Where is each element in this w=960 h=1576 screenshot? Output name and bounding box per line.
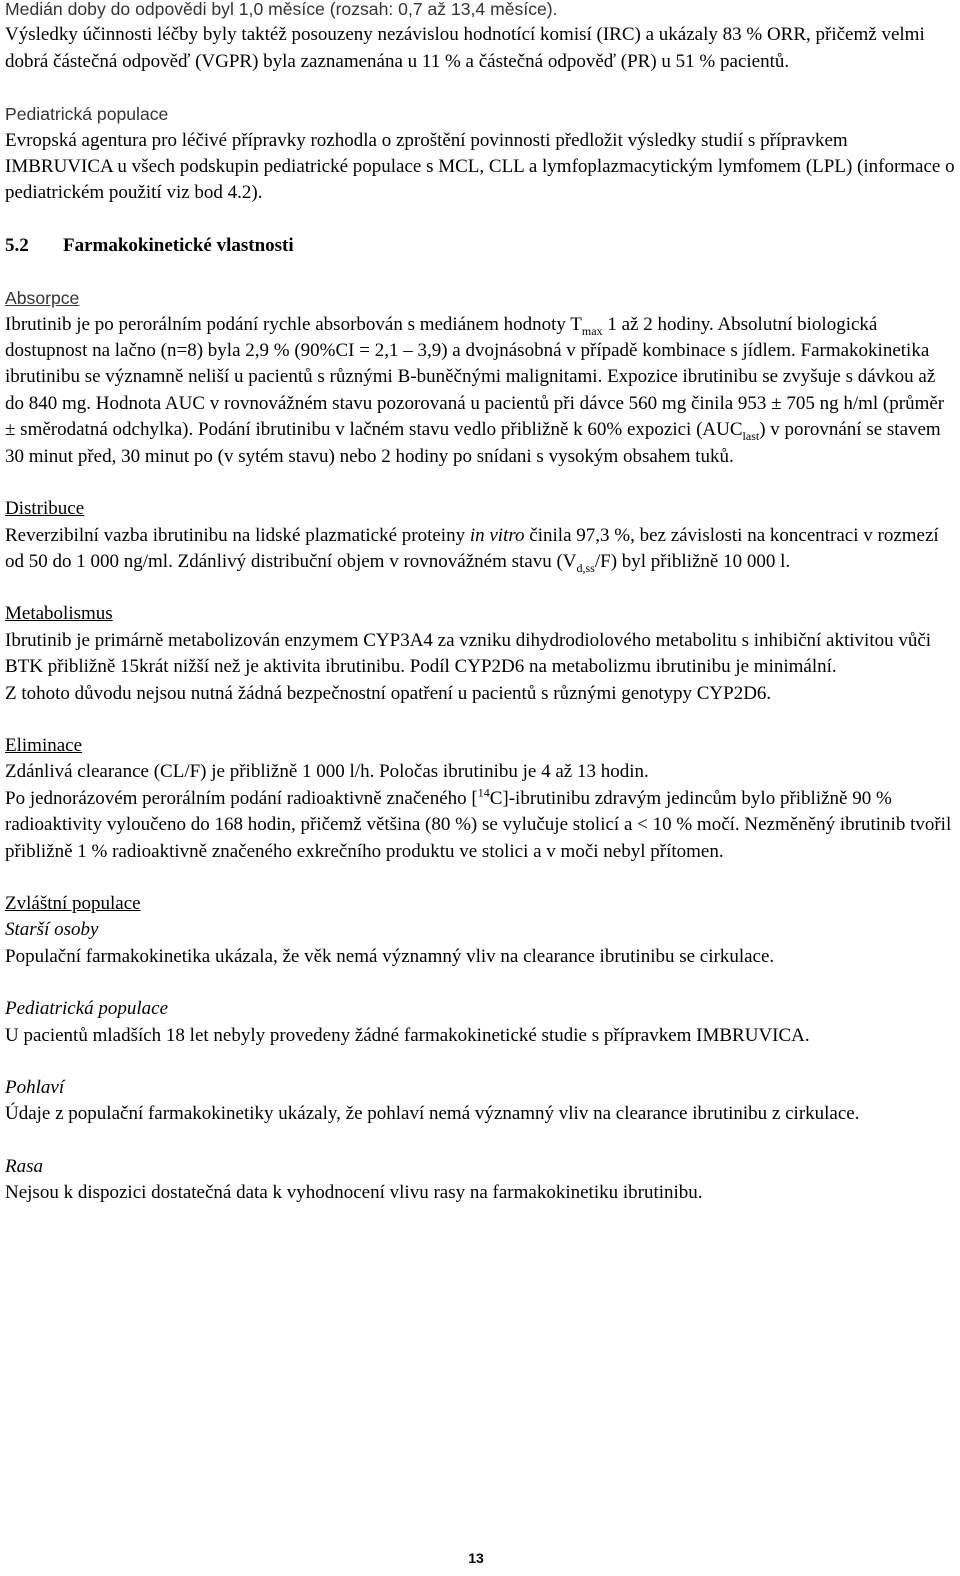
race-text: Nejsou k dispozici dostatečná data k vyhodnocení vlivu rasy na farmakokinetiku ibrutinibu. [5,1182,703,1204]
absorption-heading: Absorpce [5,288,80,309]
elderly-text: Populační farmakokinetika ukázala, že věk nemá významný vliv na clearance ibrutinibu se cirkulace. [5,945,775,967]
gender-block [5,1075,957,1128]
section-heading [5,233,957,259]
section-number: 5.2 [5,234,29,256]
pediatric-population-block [5,996,957,1049]
race-block [5,1154,957,1207]
pediatric-heading: Pediatrická populace [5,998,169,1020]
elimination-text-2 [5,786,957,865]
distribution-text-part-3: /F) byl přibližně 10 000 l. [594,550,791,572]
pediatric-heading-top: Pediatrická populace [5,104,169,125]
in-vitro-italic: in vitro [469,524,525,546]
intro-line-1: Medián doby do odpovědi byl 1,0 měsíce (rozsah: 0,7 až 13,4 měsíce). [5,0,558,19]
absorption-text-part-3: ) v porovnání se stavem 30 minut před, 30 minut po (v sytém stavu) nebo 2 hodiny po snídani s vysokým obsahem tuků. [5,419,941,467]
elimination-block [5,733,957,865]
metabolism-heading: Metabolismus [5,603,113,625]
distribution-text [5,523,957,576]
elimination-heading: Eliminace [5,734,83,756]
auclast-subscript: last [742,429,760,444]
absorption-block [5,285,957,470]
page-number: 13 [468,1550,484,1566]
gender-text: Údaje z populační farmakokinetiky ukázaly, že pohlaví nemá významný vliv na clearance ibrutinibu z cirkulace. [5,1103,860,1125]
distribution-text-part-2: činila 97,3 %, bez závislosti na koncentraci v rozmezí od 50 do 1 000 ng/ml. Zdánlivý distribuční objem v rovnovážném stavu (V [5,524,939,572]
metabolism-block [5,601,957,707]
distribution-text-part-1: Reverzibilní vazba ibrutinibu na lidské plazmatické proteiny [5,524,470,546]
vdss-subscript: d,ss [576,560,595,575]
absorption-text-part-2: 1 až 2 hodiny. Absolutní biologická dostupnost na lačno (n=8) byla 2,9 % (90%CI = 2,1 – 3,9) a dvojnásobná v případě kombinace s jídlem. Farmakokinetika ibrutinibu se významně neliší u pacientů s různými B-buněčnými malignitami. Expozice ibrutinibu se zvyšuje s dávkou až do 840 mg. Hodnota AUC v rovnovážném stavu pozorovaná u pacientů při dávce 560 mg činila 953 ± 705 ng h/ml (průměr ± směrodatná odchylka). Podání ibrutinibu v lačném stavu vedlo přibližně k 60% expozici (AUC [5,313,945,441]
metabolism-text-1: Ibrutinib je primárně metabolizován enzymem CYP3A4 za vzniku dihydrodiolového metabolitu s inhibiční aktivitou vůči BTK přibližně 15krát nižší než je aktivita ibrutinibu. Podíl CYP2D6 na metabolizmu ibrutinibu je minimální. [5,629,932,678]
special-populations-heading: Zvláštní populace [5,892,141,914]
intro-paragraph: Výsledky účinnosti léčby byly taktéž posouzeny nezávislou hodnotící komisí (IRC) a ukázaly 83 % ORR, přičemž velmi dobrá částečná odpověď (VGPR) byla zaznamenána u 11 % a částečná odpověď (PR) u 51 % pacientů. [5,24,925,72]
pediatric-text-top: Evropská agentura pro léčivé přípravky rozhodla o zproštění povinnosti předložit výsledky studií s přípravkem IMBRUVICA u všech podskupin pediatrické populace s MCL, CLL a lymfoplazmacytickým lymfomem (LPL) (informace o pediatrickém použití viz bod 4.2). [5,129,955,204]
gender-heading: Pohlaví [5,1077,65,1098]
metabolism-text-2: Z tohoto důvodu nejsou nutná žádná bezpečnostní opatření u pacientů s různými genotypy CYP2D6. [5,682,772,704]
distribution-heading: Distribuce [5,498,85,520]
special-populations-block [5,891,957,970]
race-heading: Rasa [5,1155,43,1177]
absorption-text [5,312,957,470]
elimination-text-1: Zdánlivá clearance (CL/F) je přibližně 1 000 l/h. Poločas ibrutinibu je 4 až 13 hodin. [5,761,649,783]
elimination-text-part-1: Po jednorázovém perorálním podání radioaktivně značeného [ [5,787,478,809]
pediatric-text: U pacientů mladších 18 let nebyly provedeny žádné farmakokinetické studie s přípravkem IMBRUVICA. [5,1024,810,1046]
document-page [5,0,957,1207]
absorption-text-part-1: Ibrutinib je po perorálním podání rychle absorbován s mediánem hodnoty T [5,313,582,335]
c14-superscript: 14 [477,785,490,800]
pediatric-population-top [5,101,957,207]
tmax-subscript: max [581,323,603,338]
elimination-text-part-2: C]-ibrutinibu zdravým jedincům bylo přibližně 90 % radioaktivity vyloučeno do 168 hodin, přičemž většina (80 %) se vylučuje stolicí a < 10 % močí. Nezměněný ibrutinib tvořil přibližně 1 % radioaktivně značeného exkrečního produktu ve stolici a v moči nebyl přítomen. [5,787,952,862]
section-title: Farmakokinetické vlastnosti [63,234,294,256]
elderly-heading: Starší osoby [5,919,99,941]
distribution-block [5,496,957,575]
